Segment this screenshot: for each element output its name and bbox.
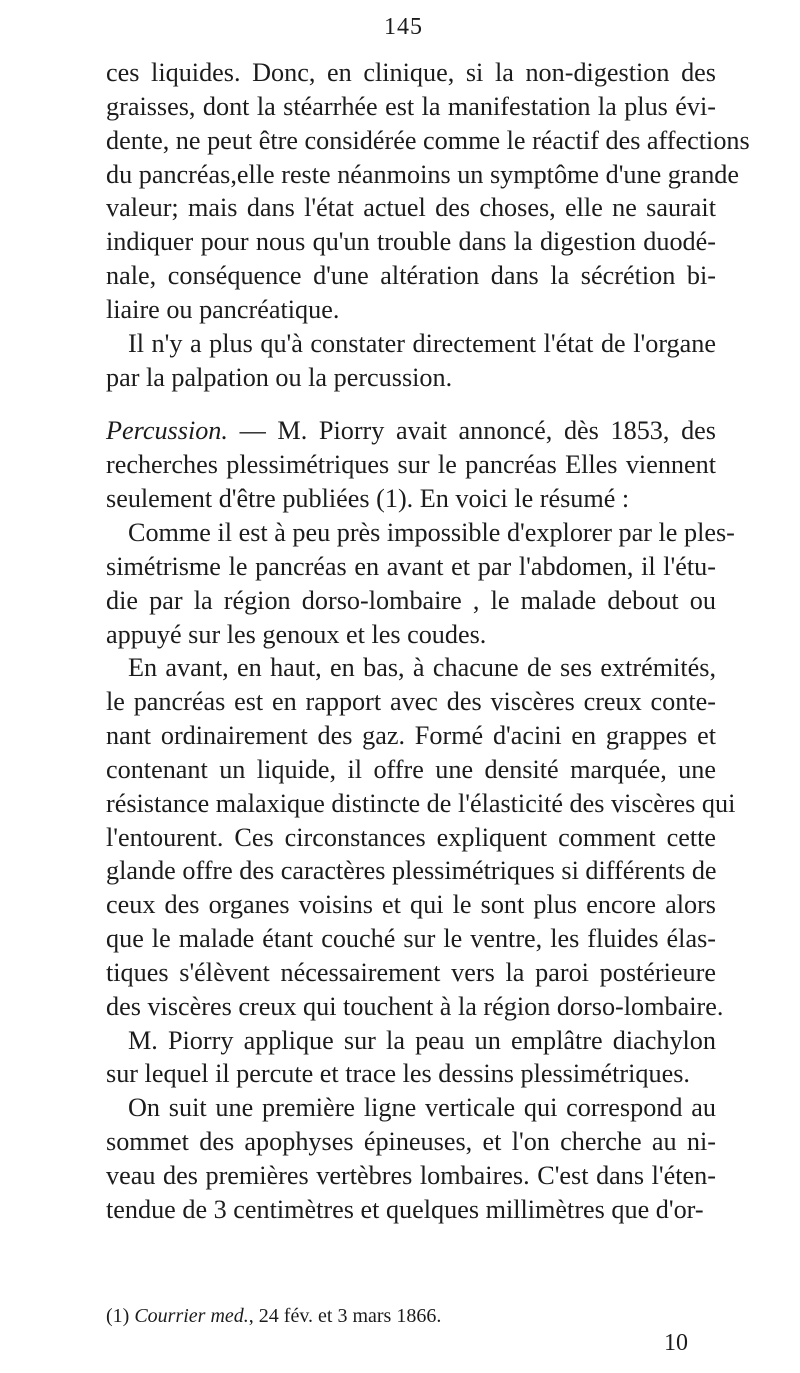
text-line: ceux des organes voisins et qui le sont plus encore alors — [106, 890, 716, 920]
text-line: graisses, dont la stéarrhée est la manifestation la plus évi- — [106, 91, 716, 121]
text-line: veau des premières vertèbres lombaires. C'est dans l'éten- — [106, 1161, 716, 1190]
text-line: tiques s'élèvent nécessairement vers la paroi postérieure — [106, 957, 716, 987]
text-line: ces liquides. Donc, en clinique, si la non-digestion des — [106, 58, 716, 87]
text-line: recherches plessimétriques sur le pancréas Elles viennent — [106, 450, 716, 480]
footnote — [106, 1304, 716, 1328]
section-heading: Percussion. — [106, 416, 228, 446]
text-line: die par la région dorso-lombaire , le malade debout ou — [106, 585, 716, 615]
text-line: l'entourent. Ces circonstances expliquent comment cette — [106, 822, 716, 852]
section-gap — [106, 394, 716, 414]
text-line: le pancréas est en rapport avec des viscères creux conte- — [106, 687, 716, 717]
text-line: On suit une première ligne verticale qui correspond au — [128, 1093, 716, 1123]
page-number: 145 — [384, 14, 423, 40]
text-line: M. Piorry applique sur la peau un emplâtre diachylon — [128, 1025, 716, 1055]
heading-continuation: — M. Piorry avait annoncé, dès 1853, des — [227, 416, 716, 446]
text-line: sommet des apophyses épineuses, et l'on cherche au ni- — [106, 1127, 716, 1157]
text-line: résistance malaxique distincte de l'élasticité des viscères qui — [106, 788, 736, 818]
text-line: que le malade étant couché sur le ventre, les fluides élas- — [106, 924, 716, 954]
text-line: des viscères creux qui touchent à la région dorso-lombaire. — [106, 991, 724, 1021]
body-text — [106, 56, 750, 1227]
text-line: nale, conséquence d'une altération dans la sécrétion bi- — [106, 261, 716, 291]
paragraph-1 — [106, 56, 750, 327]
footnote-journal: Courrier med. — [134, 1305, 249, 1327]
text-line: sur lequel il percute et trace les dessins plessimétriques. — [106, 1059, 690, 1089]
text-line: du pancréas,elle reste néanmoins un symptôme d'une grande — [106, 159, 740, 189]
text-line: valeur; mais dans l'état actuel des choses, elle ne saurait — [106, 193, 716, 223]
text-line: En avant, en haut, en bas, à chacune de ses extrémités, — [128, 653, 716, 683]
text-line — [106, 414, 716, 448]
paragraph-5 — [106, 651, 736, 1023]
text-line: liaire ou pancréatique. — [106, 294, 340, 324]
text-line: dente, ne peut être considérée comme le réactif des affections — [106, 125, 750, 155]
signature-mark: 10 — [664, 1330, 688, 1356]
text-line: seulement d'être publiées (1). En voici le résumé : — [106, 484, 630, 514]
paragraph-2 — [106, 327, 716, 395]
paragraph-3 — [106, 414, 716, 516]
text-line: glande offre des caractères plessimétriques si différents de — [106, 856, 717, 886]
text-line: simétrisme le pancréas en avant et par l'abdomen, il l'étu- — [106, 551, 716, 581]
text-line: contenant un liquide, il offre une densité marquée, une — [106, 754, 716, 784]
paragraph-7 — [106, 1091, 716, 1226]
text-line: indiquer pour nous qu'un trouble dans la digestion duodé- — [106, 227, 716, 257]
text-line: Comme il est à peu près impossible d'explorer par le ples- — [128, 517, 735, 547]
footnote-marker: (1) — [106, 1305, 135, 1327]
text-line: Il n'y a plus qu'à constater directement l'état de l'organe — [128, 328, 716, 358]
paragraph-4 — [106, 516, 735, 651]
paragraph-6 — [106, 1024, 716, 1092]
text-line: appuyé sur les genoux et les coudes. — [106, 619, 487, 649]
text-line: nant ordinairement des gaz. Formé d'acini en grappes et — [106, 721, 716, 751]
footnote-citation: , 24 fév. et 3 mars 1866. — [248, 1305, 442, 1327]
text-line: par la palpation ou la percussion. — [106, 362, 453, 392]
text-line: tendue de 3 centimètres et quelques millimètres que d'or- — [106, 1194, 704, 1224]
